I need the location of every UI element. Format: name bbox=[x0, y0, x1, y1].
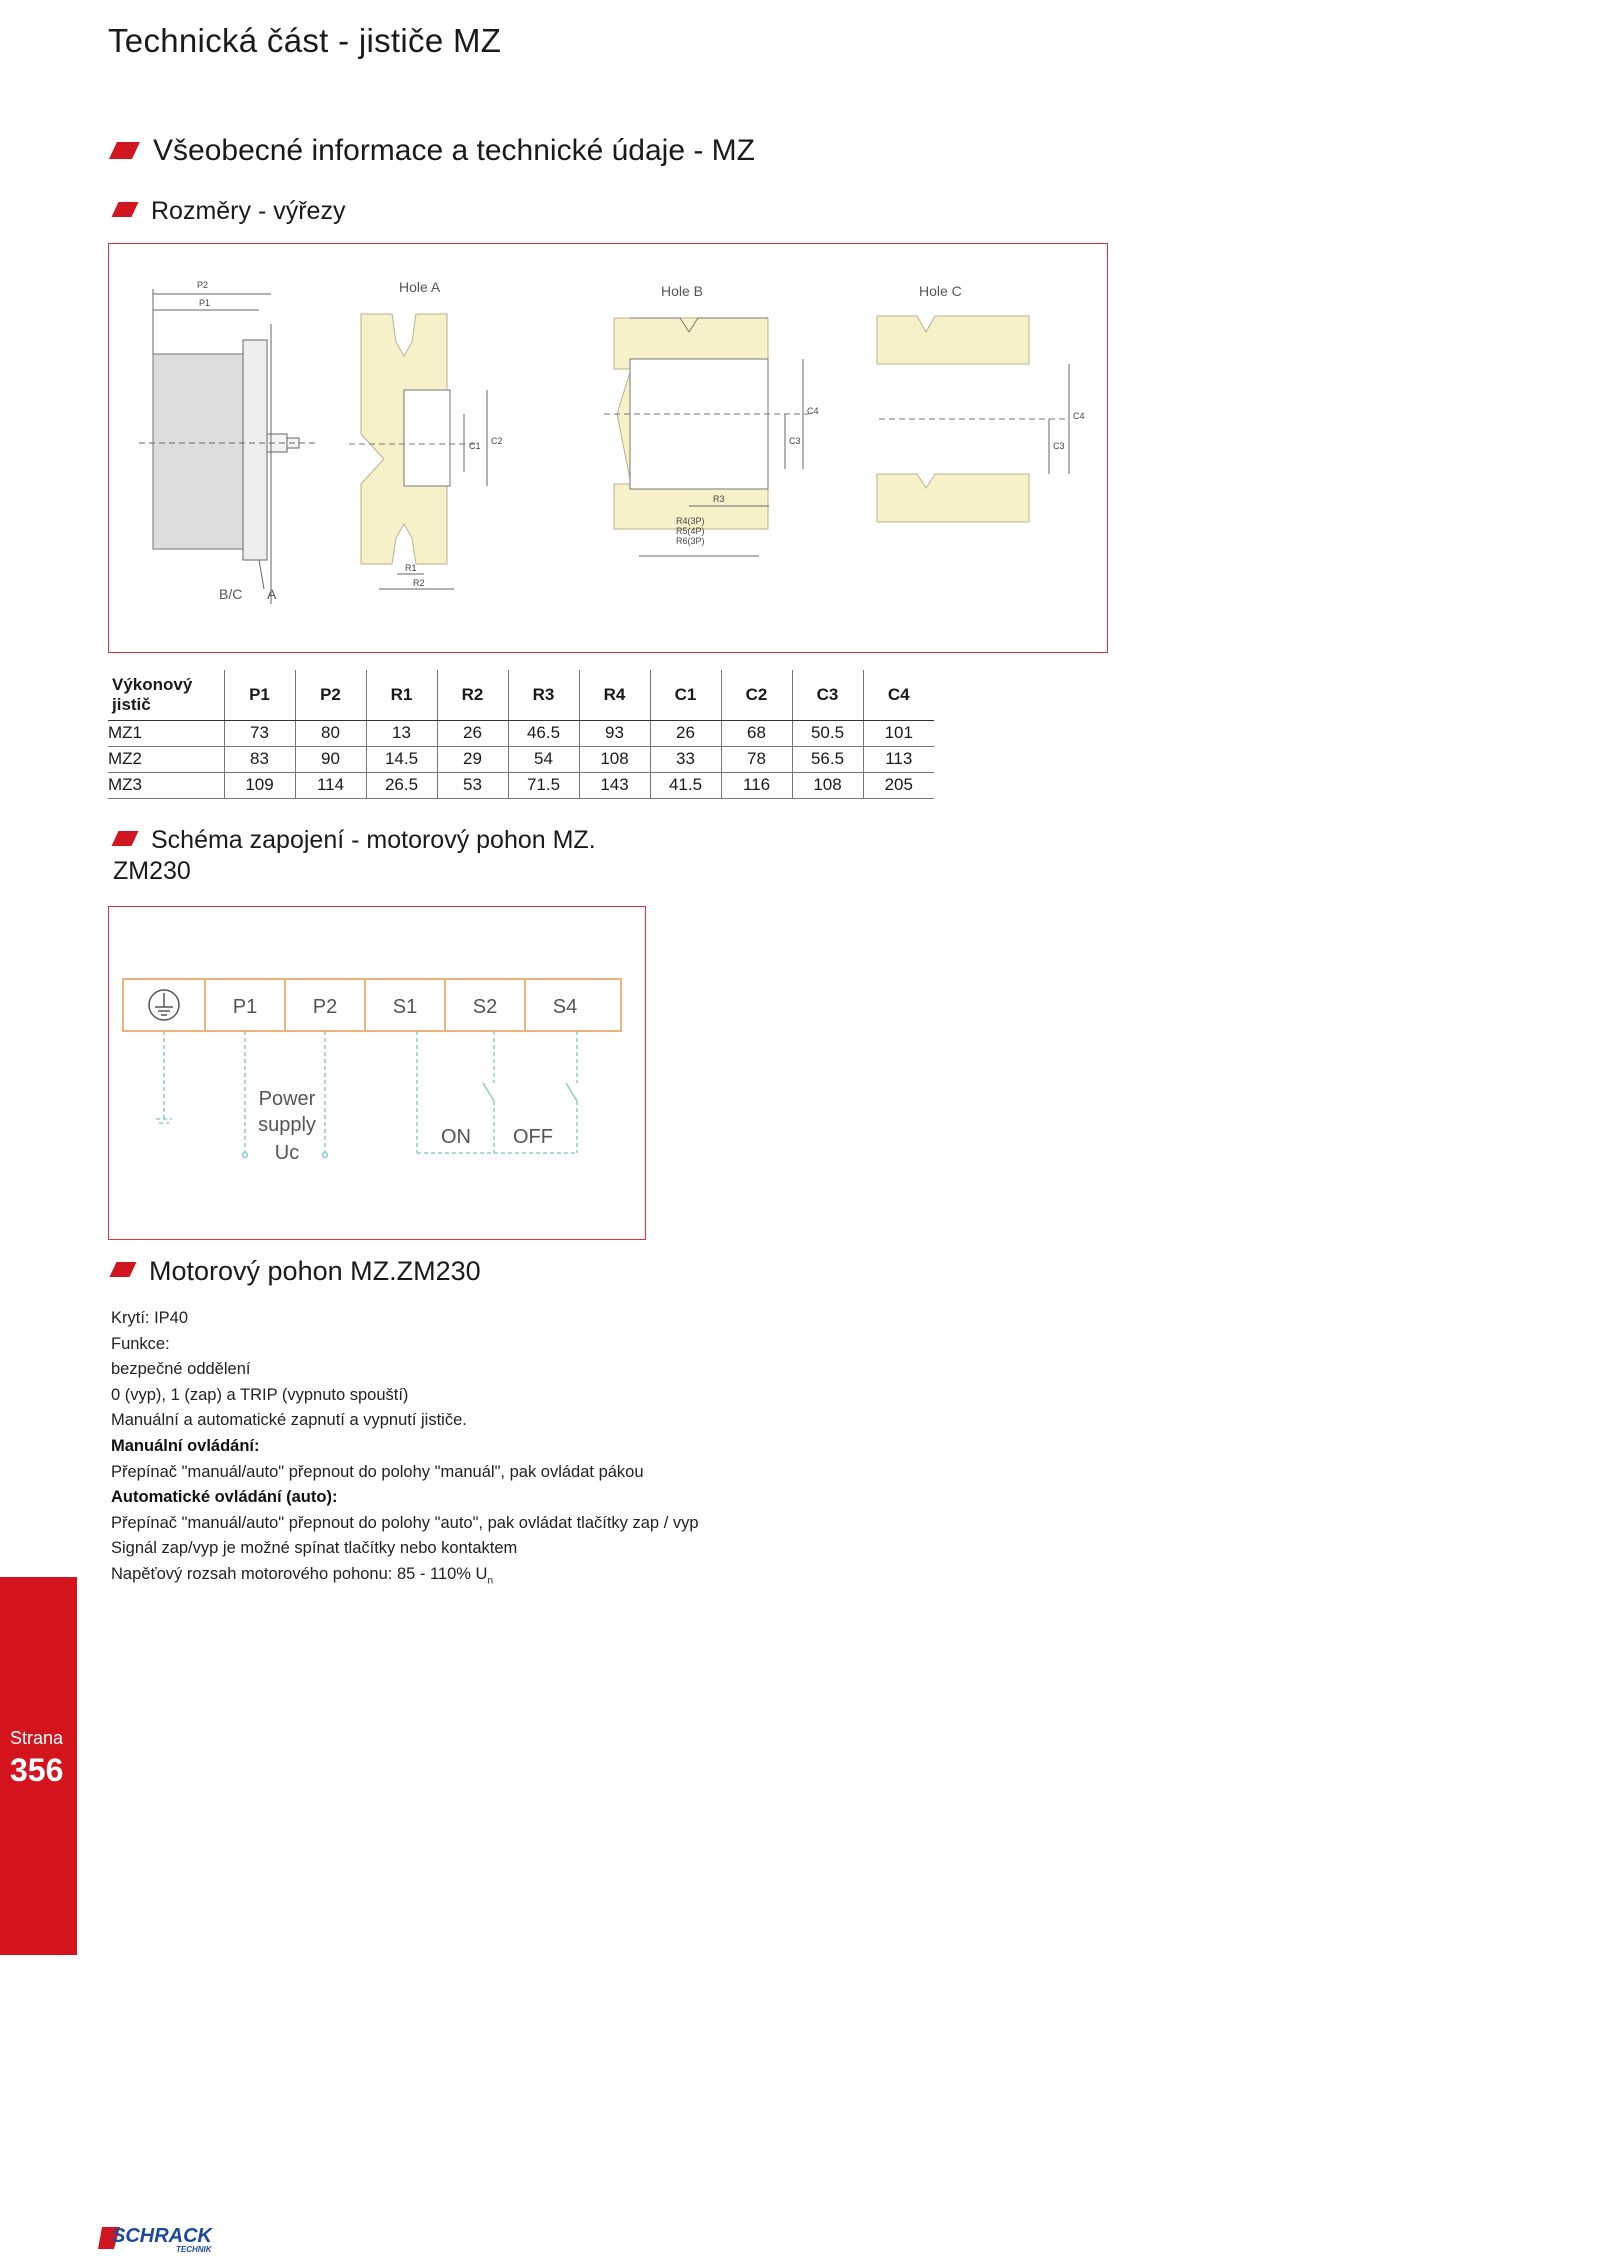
section-title: Všeobecné informace a technické údaje - MZ bbox=[153, 134, 755, 167]
table-header: R3 bbox=[508, 670, 579, 720]
table-cell: MZ1 bbox=[108, 720, 224, 746]
schrack-logo bbox=[98, 2221, 243, 2255]
logo-subtext: TECHNIK bbox=[176, 2245, 212, 2254]
section-marker-icon bbox=[112, 831, 139, 846]
table-cell: MZ2 bbox=[108, 746, 224, 772]
table-cell: 108 bbox=[579, 746, 650, 772]
section-title: Motorový pohon MZ.ZM230 bbox=[149, 1256, 481, 1286]
text-line: Signál zap/vyp je možné spínat tlačítky nebo kontaktem bbox=[111, 1539, 518, 1558]
dim-label-r4: R4(3P) bbox=[676, 516, 705, 526]
text-line: Krytí: IP40 bbox=[111, 1309, 189, 1327]
off-label: OFF bbox=[513, 1126, 553, 1148]
table-cell: 114 bbox=[295, 772, 366, 798]
dimension-drawing bbox=[108, 243, 1108, 653]
section-title-continuation: ZM230 bbox=[113, 857, 191, 885]
table-header: R2 bbox=[437, 670, 508, 720]
table-cell: 101 bbox=[863, 720, 934, 746]
table-cell: 109 bbox=[224, 772, 295, 798]
text-line: 0 (vyp), 1 (zap) a TRIP (vypnuto spouští) bbox=[111, 1385, 409, 1404]
label-a: A bbox=[267, 586, 277, 602]
terminal-label-p2: P2 bbox=[312, 996, 338, 1018]
table-cell: 46.5 bbox=[508, 720, 579, 746]
table-cell: 26 bbox=[437, 720, 508, 746]
subheading-auto: Automatické ovládání (auto): bbox=[111, 1488, 338, 1507]
section-marker-icon bbox=[110, 1262, 137, 1277]
table-row bbox=[108, 772, 934, 798]
dim-label-r5: R5(4P) bbox=[676, 526, 705, 536]
table-cell: 116 bbox=[721, 772, 792, 798]
hole-c-label: Hole C bbox=[919, 283, 962, 299]
table-cell: MZ3 bbox=[108, 772, 224, 798]
dimension-table bbox=[108, 670, 934, 799]
dim-label-c4-c: C4 bbox=[1073, 411, 1085, 421]
table-row bbox=[108, 746, 934, 772]
table-header: Výkonový jistič bbox=[108, 670, 224, 720]
dim-label-p1: P1 bbox=[199, 298, 211, 308]
power-supply-label: Power bbox=[258, 1088, 316, 1110]
section-marker-icon bbox=[109, 142, 140, 159]
dim-label-c1: C1 bbox=[469, 441, 481, 451]
hole-b-label: Hole B bbox=[661, 283, 704, 299]
text-line: Přepínač "manuál/auto" přepnout do polohy "auto", pak ovládat tlačítky zap / vyp bbox=[111, 1513, 699, 1532]
voltage-subscript: n bbox=[487, 1575, 494, 1587]
voltage-range-text: Napěťový rozsah motorového pohonu: 85 - 110% U bbox=[111, 1564, 488, 1583]
table-cell: 50.5 bbox=[792, 720, 863, 746]
hole-c-drawing bbox=[877, 316, 1069, 522]
subheading-manual: Manuální ovládání: bbox=[111, 1436, 260, 1455]
terminal-label-s4: S4 bbox=[552, 996, 578, 1018]
power-supply-label: Uc bbox=[274, 1142, 300, 1164]
section-heading-motor bbox=[113, 1256, 481, 1287]
text-line: Přepínač "manuál/auto" přepnout do polohy "manuál", pak ovládat pákou bbox=[111, 1462, 644, 1481]
dimension-drawing-svg bbox=[109, 244, 1109, 654]
table-cell: 71.5 bbox=[508, 772, 579, 798]
dim-label-r6: R6(3P) bbox=[676, 536, 705, 546]
text-line: Funkce: bbox=[111, 1334, 170, 1353]
table-cell: 83 bbox=[224, 746, 295, 772]
section-heading-general bbox=[113, 134, 755, 168]
page-number: 356 bbox=[10, 1752, 64, 1788]
table-cell: 108 bbox=[792, 772, 863, 798]
text-line: Manuální a automatické zapnutí a vypnutí jističe. bbox=[111, 1411, 467, 1430]
power-supply-label: supply bbox=[258, 1114, 316, 1136]
dim-label-c3-b: C3 bbox=[789, 436, 801, 446]
table-cell: 90 bbox=[295, 746, 366, 772]
hole-b-drawing bbox=[604, 318, 809, 556]
table-cell: 41.5 bbox=[650, 772, 721, 798]
terminal-label-p1: P1 bbox=[232, 996, 258, 1018]
dim-label-r1: R1 bbox=[405, 563, 417, 573]
table-row bbox=[108, 720, 934, 746]
dim-label-r2: R2 bbox=[413, 578, 425, 588]
terminal-label-s1: S1 bbox=[392, 996, 418, 1018]
section-marker-icon bbox=[112, 202, 139, 217]
table-cell: 26.5 bbox=[366, 772, 437, 798]
table-header: P2 bbox=[295, 670, 366, 720]
table-header: C3 bbox=[792, 670, 863, 720]
on-label: ON bbox=[441, 1126, 471, 1148]
section-title: Rozměry - výřezy bbox=[151, 197, 346, 225]
table-cell: 80 bbox=[295, 720, 366, 746]
section-heading-dimensions bbox=[115, 197, 345, 226]
table-cell: 93 bbox=[579, 720, 650, 746]
table-cell: 205 bbox=[863, 772, 934, 798]
table-cell: 56.5 bbox=[792, 746, 863, 772]
schrack-logo-icon bbox=[98, 2221, 243, 2255]
table-cell: 78 bbox=[721, 746, 792, 772]
table-header: R4 bbox=[579, 670, 650, 720]
label-bc: B/C bbox=[219, 586, 243, 602]
section-heading-wiring bbox=[115, 822, 596, 858]
terminal-label-s2: S2 bbox=[472, 996, 498, 1018]
hole-a-drawing bbox=[349, 314, 487, 589]
table-cell: 53 bbox=[437, 772, 508, 798]
dim-label-c4-b: C4 bbox=[807, 406, 819, 416]
table-header: P1 bbox=[224, 670, 295, 720]
wiring-diagram bbox=[108, 906, 646, 1240]
table-cell: 54 bbox=[508, 746, 579, 772]
table-cell: 113 bbox=[863, 746, 934, 772]
terminal-block bbox=[123, 979, 621, 1031]
dim-label-p2: P2 bbox=[197, 280, 209, 290]
text-line bbox=[111, 1562, 699, 1594]
dim-label-c3-c: C3 bbox=[1053, 441, 1065, 451]
table-header: R1 bbox=[366, 670, 437, 720]
wiring-diagram-svg bbox=[109, 907, 647, 1241]
dim-label-c2: C2 bbox=[491, 436, 503, 446]
table-cell: 13 bbox=[366, 720, 437, 746]
table-header: C2 bbox=[721, 670, 792, 720]
table-cell: 33 bbox=[650, 746, 721, 772]
table-header: C1 bbox=[650, 670, 721, 720]
motor-description bbox=[111, 1306, 699, 1594]
section-title: Schéma zapojení - motorový pohon MZ. bbox=[151, 826, 596, 854]
logo-wordmark: SCHRACK bbox=[112, 2225, 212, 2247]
text-line: bezpečné oddělení bbox=[111, 1360, 251, 1379]
dim-label-r3: R3 bbox=[713, 494, 725, 504]
hole-a-label: Hole A bbox=[399, 279, 441, 295]
table-cell: 29 bbox=[437, 746, 508, 772]
page-title: Technická část - jističe MZ bbox=[108, 22, 502, 59]
table-header-row bbox=[108, 670, 934, 720]
table-cell: 143 bbox=[579, 772, 650, 798]
breaker-side-view bbox=[139, 289, 319, 604]
page-label: Strana bbox=[10, 1728, 64, 1748]
table-cell: 26 bbox=[650, 720, 721, 746]
table-cell: 14.5 bbox=[366, 746, 437, 772]
table-header: C4 bbox=[863, 670, 934, 720]
table-cell: 73 bbox=[224, 720, 295, 746]
table-cell: 68 bbox=[721, 720, 792, 746]
